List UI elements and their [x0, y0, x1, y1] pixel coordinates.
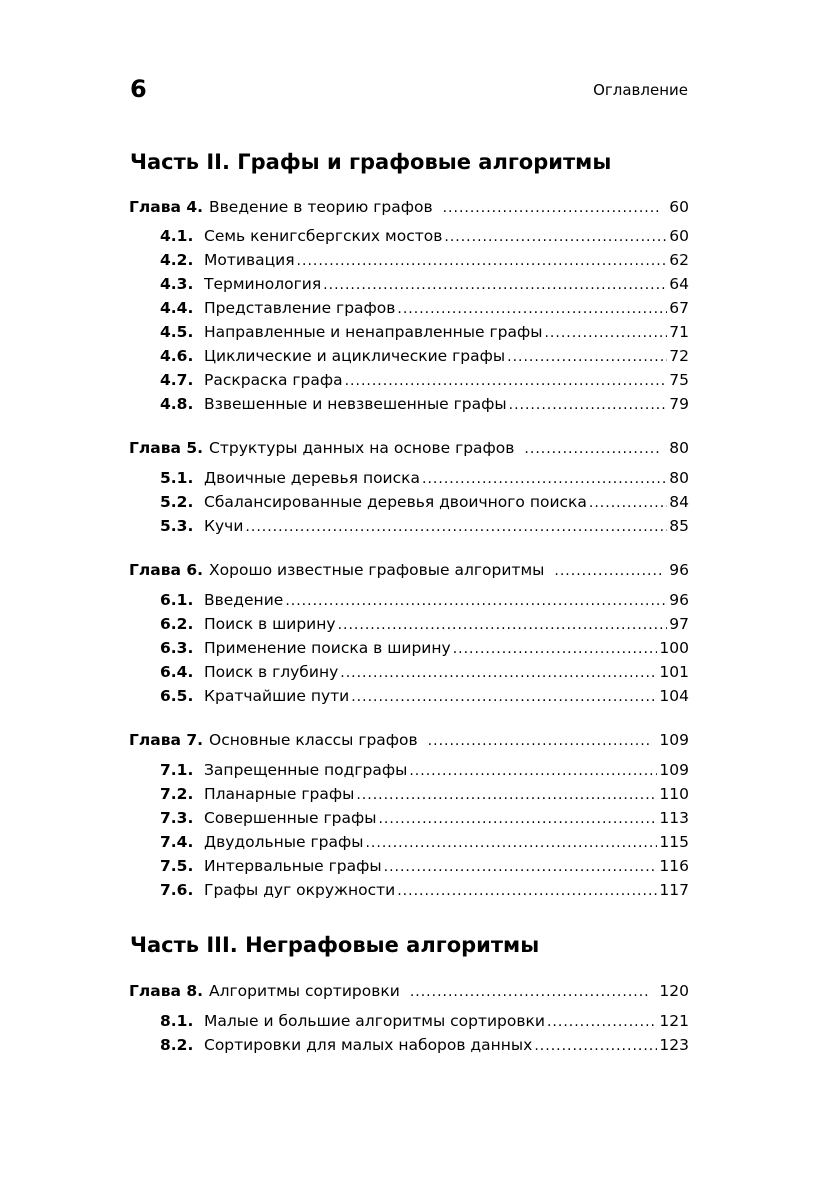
- section-number: 5.2.: [160, 493, 194, 511]
- section-number: 6.1.: [160, 591, 194, 609]
- section-page: 100: [659, 639, 689, 657]
- section-page: 109: [659, 761, 689, 779]
- section-page: 80: [669, 469, 689, 487]
- dot-leader: [507, 348, 667, 366]
- section-page: 60: [669, 227, 689, 245]
- section-page: 121: [659, 1012, 689, 1030]
- toc-section-entry[interactable]: [160, 783, 689, 805]
- section-number: 4.7.: [160, 371, 194, 389]
- toc-section-entry[interactable]: [160, 1034, 689, 1056]
- dot-leader: [397, 882, 657, 900]
- section-title: Кучи: [204, 517, 244, 535]
- toc-section-entry[interactable]: [160, 297, 689, 319]
- chapter-label: Глава 6.: [129, 561, 204, 579]
- section-page: 72: [669, 347, 689, 365]
- section-page: 85: [669, 517, 689, 535]
- section-page: 96: [669, 591, 689, 609]
- toc-section-entry[interactable]: [160, 273, 689, 295]
- section-title: Раскраска графа: [204, 371, 343, 389]
- toc-section-entry[interactable]: [160, 879, 689, 901]
- section-title: Сбалансированные деревья двоичного поиска: [204, 493, 587, 511]
- section-page: 79: [669, 395, 689, 413]
- section-page: 62: [669, 251, 689, 269]
- section-number: 8.2.: [160, 1036, 194, 1054]
- section-page: 64: [669, 275, 689, 293]
- dot-leader: [444, 228, 667, 246]
- chapter-page: 96: [669, 561, 689, 579]
- section-page: 113: [659, 809, 689, 827]
- section-title: Двудольные графы: [204, 833, 364, 851]
- section-number: 7.6.: [160, 881, 194, 899]
- section-page: 71: [669, 323, 689, 341]
- toc-section-entry[interactable]: [160, 249, 689, 271]
- section-page: 97: [669, 615, 689, 633]
- running-title: Оглавление: [593, 81, 688, 99]
- section-page: 67: [669, 299, 689, 317]
- section-title: Применение поиска в ширину: [204, 639, 451, 657]
- section-page: 110: [659, 785, 689, 803]
- section-number: 4.4.: [160, 299, 194, 317]
- chapter-title: Структуры данных на основе графов: [209, 439, 515, 457]
- chapter-label: Глава 5.: [129, 439, 204, 457]
- toc-section-entry[interactable]: [160, 467, 689, 489]
- dot-leader: [245, 518, 667, 536]
- toc-section-entry[interactable]: [160, 515, 689, 537]
- section-title: Поиск в ширину: [204, 615, 336, 633]
- section-number: 7.4.: [160, 833, 194, 851]
- section-title: Терминология: [204, 275, 322, 293]
- toc-chapter-entry[interactable]: [129, 196, 689, 218]
- section-title: Семь кенигсбергских мостов: [204, 227, 443, 245]
- section-title: Представление графов: [204, 299, 396, 317]
- section-number: 5.1.: [160, 469, 194, 487]
- chapter-title: Введение в теорию графов: [209, 198, 433, 216]
- section-page: 123: [659, 1036, 689, 1054]
- part-title: Часть II. Графы и графовые алгоритмы: [130, 150, 612, 174]
- section-title: Совершенные графы: [204, 809, 377, 827]
- dot-leader: [285, 592, 667, 610]
- section-page: 75: [669, 371, 689, 389]
- section-number: 8.1.: [160, 1012, 194, 1030]
- section-page: 115: [659, 833, 689, 851]
- dot-leader: [297, 252, 668, 270]
- section-number: 7.3.: [160, 809, 194, 827]
- chapter-page: 109: [659, 731, 689, 749]
- dot-leader: [351, 688, 657, 706]
- section-number: 6.2.: [160, 615, 194, 633]
- section-title: Планарные графы: [204, 785, 355, 803]
- section-title: Двоичные деревья поиска: [204, 469, 421, 487]
- section-title: Мотивация: [204, 251, 295, 269]
- dot-leader: [384, 858, 658, 876]
- toc-section-entry[interactable]: [160, 685, 689, 707]
- section-title: Запрещенные подграфы: [204, 761, 408, 779]
- section-title: Малые и большие алгоритмы сортировки: [204, 1012, 545, 1030]
- dot-leader: [356, 786, 657, 804]
- toc-section-entry[interactable]: [160, 831, 689, 853]
- dot-leader: [340, 664, 657, 682]
- chapter-label: Глава 7.: [129, 731, 204, 749]
- section-title: Поиск в глубину: [204, 663, 339, 681]
- section-number: 4.6.: [160, 347, 194, 365]
- dot-leader: [509, 396, 668, 414]
- dot-leader: [422, 470, 667, 488]
- section-number: 7.2.: [160, 785, 194, 803]
- section-number: 4.1.: [160, 227, 194, 245]
- dot-leader: [323, 276, 667, 294]
- section-title: Кратчайшие пути: [204, 687, 350, 705]
- section-number: 7.1.: [160, 761, 194, 779]
- chapter-page: 80: [669, 439, 689, 457]
- section-page: 104: [659, 687, 689, 705]
- section-title: Циклические и ациклические графы: [204, 347, 506, 365]
- section-number: 6.5.: [160, 687, 194, 705]
- toc-section-entry[interactable]: [160, 661, 689, 683]
- dot-leader: [345, 372, 668, 390]
- chapter-title: Основные классы графов: [209, 731, 418, 749]
- section-page: 101: [659, 663, 689, 681]
- toc-section-entry[interactable]: [160, 807, 689, 829]
- toc-section-entry[interactable]: [160, 225, 689, 247]
- toc-section-entry[interactable]: [160, 393, 689, 415]
- dot-leader: [544, 324, 667, 342]
- dot-leader: [378, 810, 657, 828]
- toc-chapter-entry[interactable]: [129, 559, 689, 581]
- section-number: 4.8.: [160, 395, 194, 413]
- section-number: 4.3.: [160, 275, 194, 293]
- chapter-page: 60: [669, 198, 689, 216]
- section-title: Графы дуг окружности: [204, 881, 396, 899]
- section-number: 6.3.: [160, 639, 194, 657]
- chapter-label: Глава 4.: [129, 198, 204, 216]
- section-number: 4.5.: [160, 323, 194, 341]
- dot-leader: [554, 562, 661, 580]
- chapter-label: Глава 8.: [129, 982, 204, 1000]
- dot-leader: [397, 300, 667, 318]
- toc-section-entry[interactable]: [160, 759, 689, 781]
- toc-section-entry[interactable]: [160, 855, 689, 877]
- section-number: 7.5.: [160, 857, 194, 875]
- toc-section-entry[interactable]: [160, 345, 689, 367]
- dot-leader: [365, 834, 657, 852]
- toc-section-entry[interactable]: [160, 491, 689, 513]
- section-number: 6.4.: [160, 663, 194, 681]
- toc-section-entry[interactable]: [160, 321, 689, 343]
- section-page: 117: [659, 881, 689, 899]
- section-page: 116: [659, 857, 689, 875]
- part-title: Часть III. Неграфовые алгоритмы: [130, 933, 540, 957]
- section-title: Взвешенные и невзвешенные графы: [204, 395, 507, 413]
- dot-leader: [428, 732, 652, 750]
- toc-section-entry[interactable]: [160, 613, 689, 635]
- dot-leader: [524, 440, 661, 458]
- toc-section-entry[interactable]: [160, 369, 689, 391]
- section-title: Направленные и ненаправленные графы: [204, 323, 543, 341]
- toc-section-entry[interactable]: [160, 1010, 689, 1032]
- section-title: Введение: [204, 591, 284, 609]
- chapter-title: Хорошо известные графовые алгоритмы: [209, 561, 545, 579]
- toc-section-entry[interactable]: [160, 637, 689, 659]
- dot-leader: [410, 983, 652, 1001]
- section-title: Интервальные графы: [204, 857, 382, 875]
- page-number: 6: [130, 75, 147, 103]
- chapter-title: Алгоритмы сортировки: [209, 982, 400, 1000]
- dot-leader: [589, 494, 667, 512]
- chapter-page: 120: [659, 982, 689, 1000]
- toc-chapter-entry[interactable]: [129, 980, 689, 1002]
- toc-chapter-entry[interactable]: [129, 437, 689, 459]
- dot-leader: [453, 640, 658, 658]
- dot-leader: [547, 1013, 657, 1031]
- section-title: Сортировки для малых наборов данных: [204, 1036, 533, 1054]
- dot-leader: [534, 1037, 657, 1055]
- toc-chapter-entry[interactable]: [129, 729, 689, 751]
- section-number: 5.3.: [160, 517, 194, 535]
- section-number: 4.2.: [160, 251, 194, 269]
- dot-leader: [409, 762, 657, 780]
- dot-leader: [443, 199, 662, 217]
- toc-section-entry[interactable]: [160, 589, 689, 611]
- section-page: 84: [669, 493, 689, 511]
- dot-leader: [338, 616, 668, 634]
